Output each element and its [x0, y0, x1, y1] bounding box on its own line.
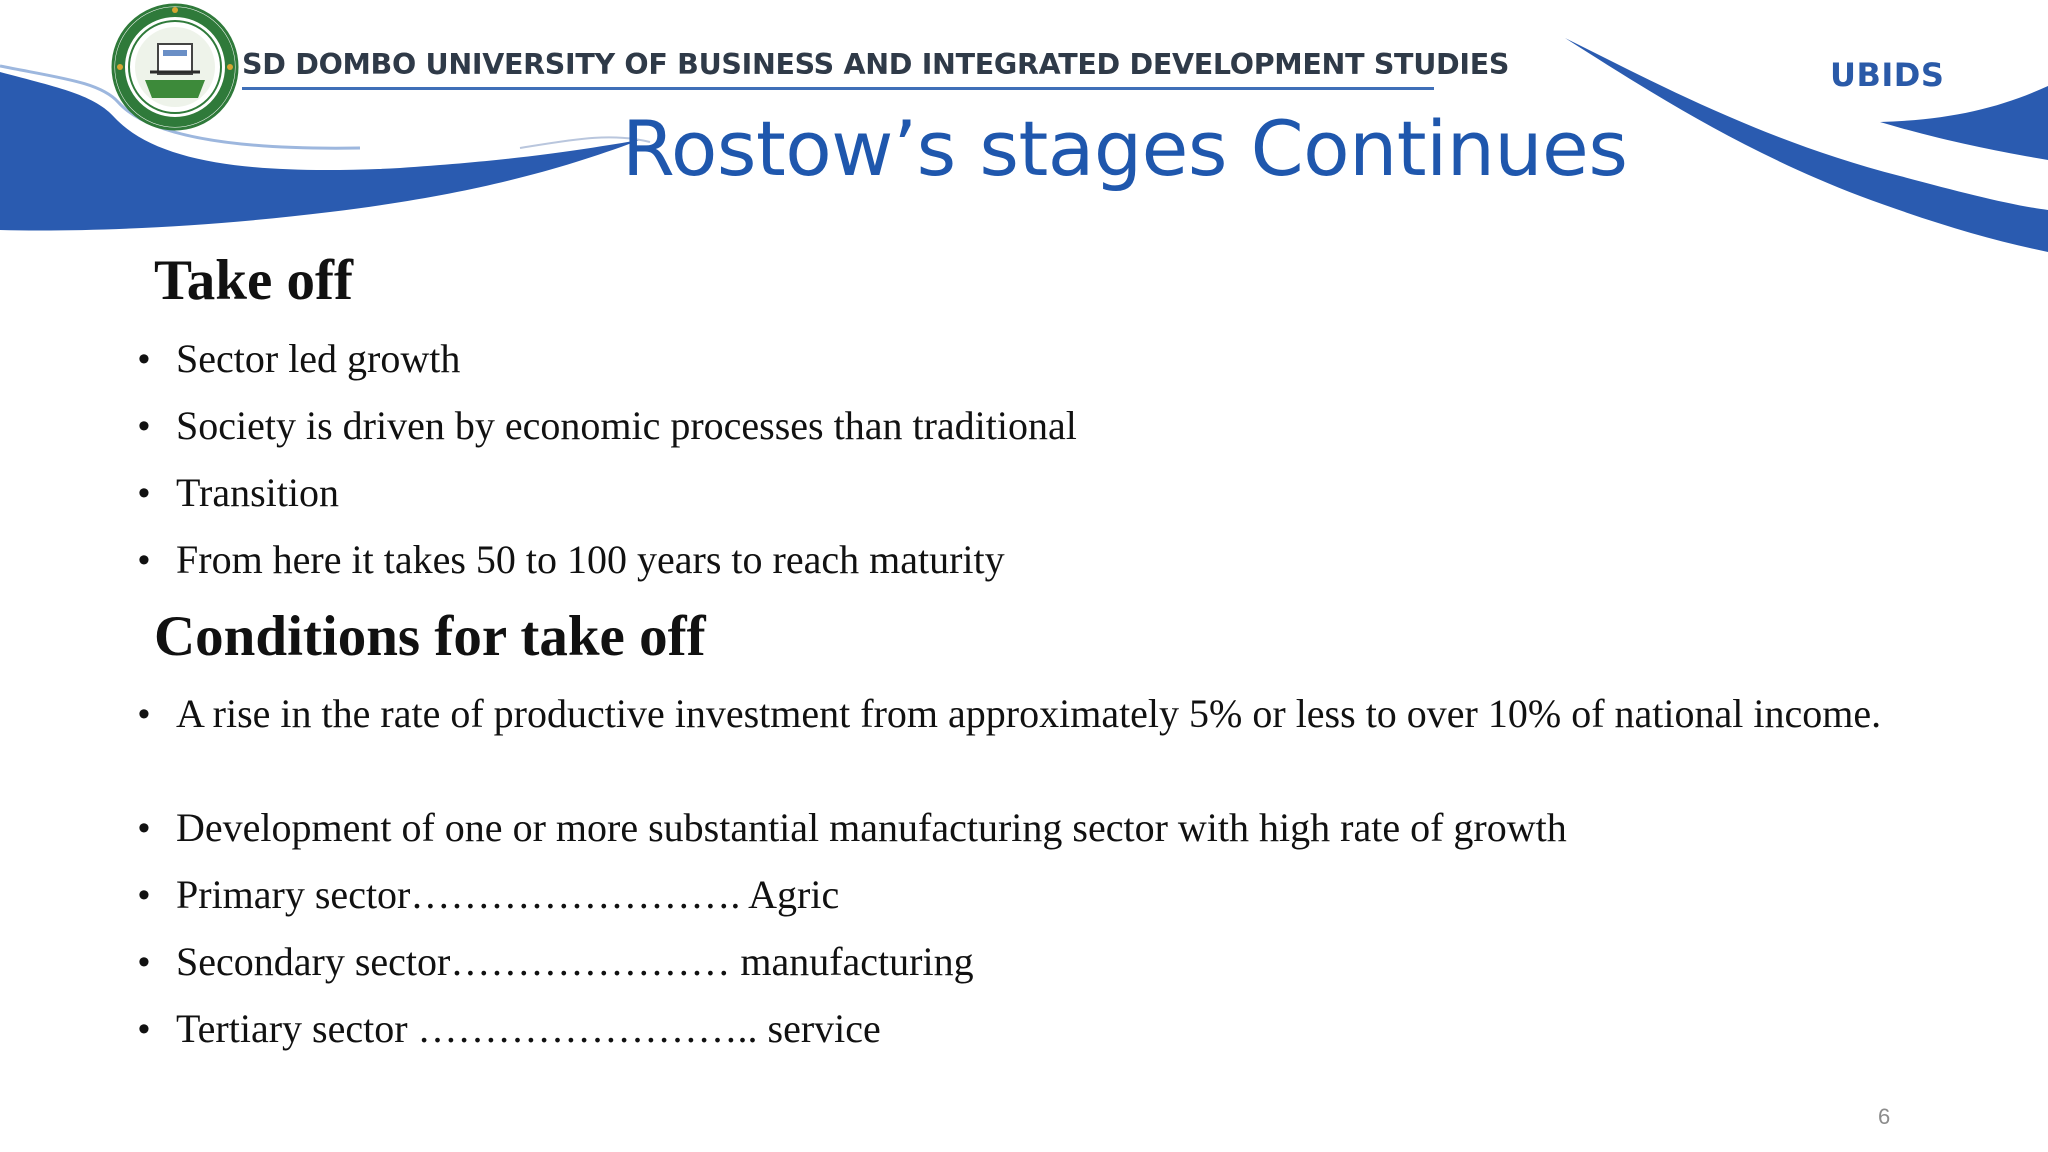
bullet-item: • Sector led growth: [176, 336, 1896, 382]
university-name: SD DOMBO UNIVERSITY OF BUSINESS AND INTEGRATED DEVELOPMENT STUDIES: [242, 48, 1510, 81]
slide-title: Rostow’s stages Continues: [622, 104, 1628, 193]
bullet-item: • From here it takes 50 to 100 years to reach maturity: [176, 537, 1896, 583]
bullet-item: • Primary sector……………………. Agric: [176, 872, 1896, 918]
left-wave-shape: [0, 72, 640, 230]
bullet-item: • Tertiary sector …………………….. service: [176, 1006, 1896, 1052]
university-seal-icon: [113, 5, 237, 129]
right-corner-shape: [1880, 86, 2048, 160]
bullet-item: • A rise in the rate of productive investment from approximately 5% or less to over 10% of national income.: [176, 691, 1896, 737]
university-name-underline: [242, 87, 1434, 90]
ubids-logo-text: UBIDS: [1830, 56, 1945, 94]
bullet-item: • Development of one or more substantial manufacturing sector with high rate of growth: [176, 805, 1896, 851]
page-number: 6: [1878, 1104, 1891, 1129]
section-heading-take-off: Take off: [154, 249, 353, 312]
section-heading-conditions: Conditions for take off: [154, 605, 706, 668]
bullet-item: • Transition: [176, 470, 1896, 516]
bullet-item: • Society is driven by economic processes than traditional: [176, 403, 1896, 449]
bullet-item: • Secondary sector………………… manufacturing: [176, 939, 1896, 985]
